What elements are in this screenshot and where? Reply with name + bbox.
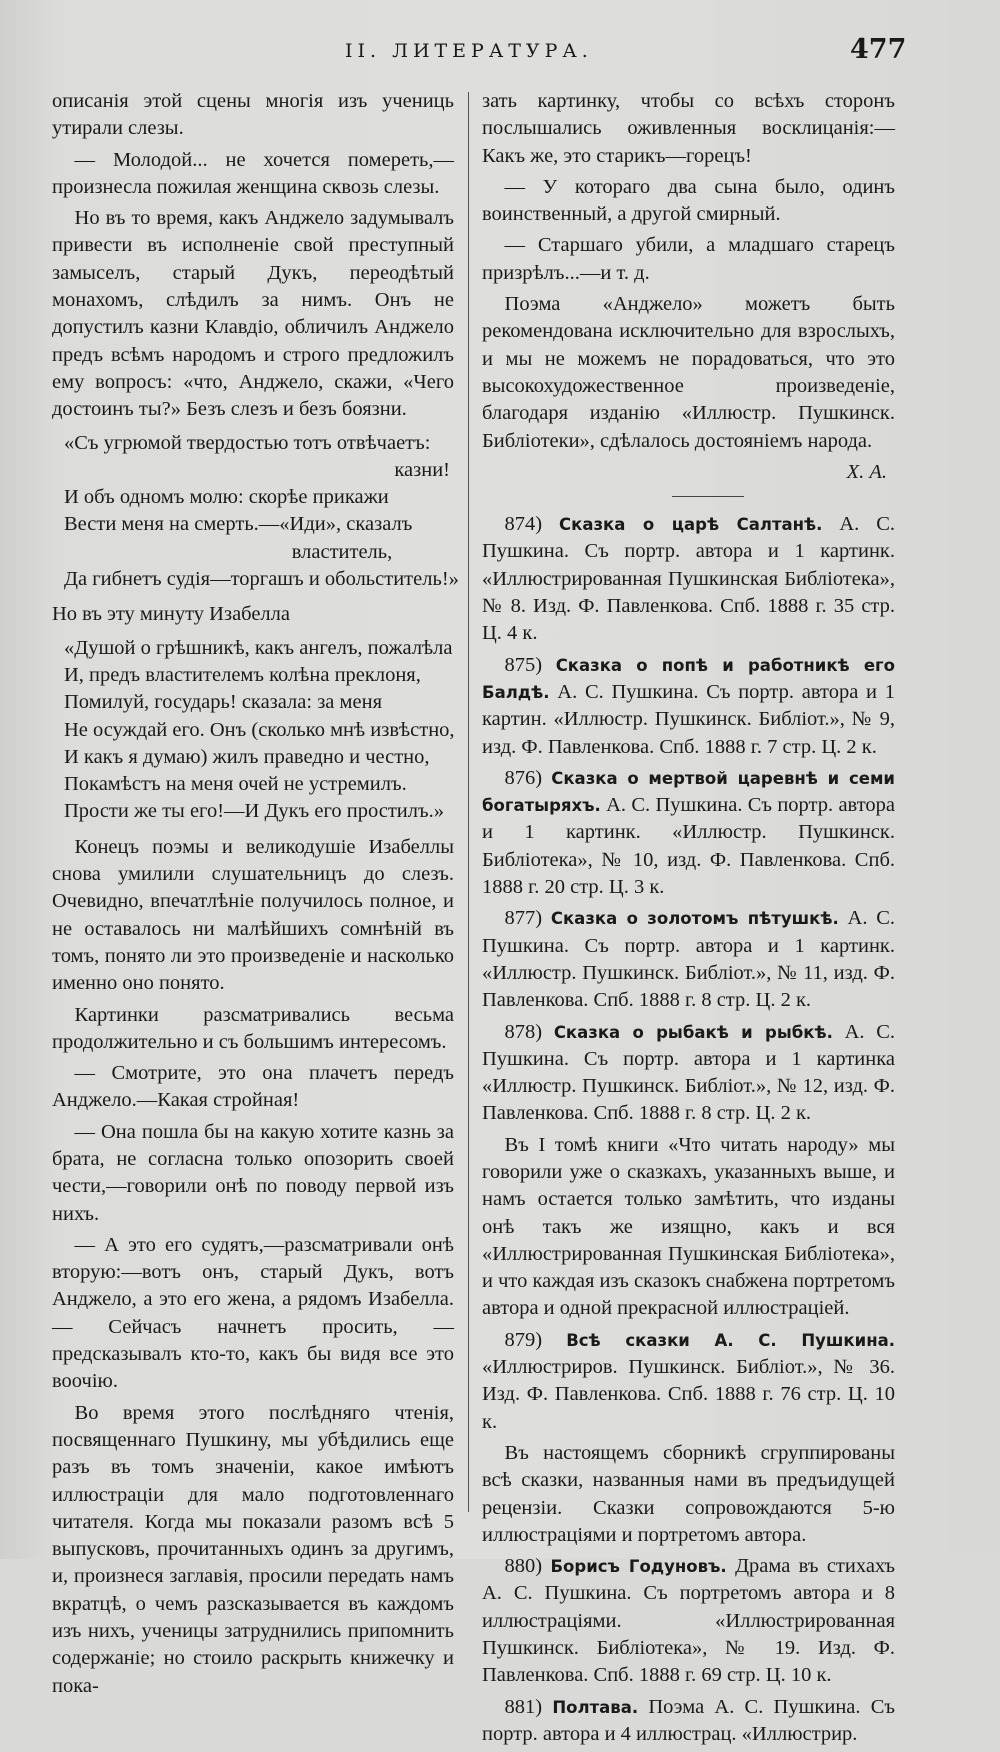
catalog-entry [482,511,895,647]
paragraph: Во время этого послѣдняго чтенія, посвященнаго Пушкину, мы убѣдились еще разъ въ томъ значеніи, какое имѣютъ иллюстраціи для мало подготовленнаго читателя. Когда мы показали разомъ всѣ 5 выпусковъ, прочитанныхъ одинъ за другимъ, и, произнеся заглавія, просили передать намъ вкратцѣ, о чемъ разсказывается въ каждомъ изъ нихъ, ученицы затруднились припомнить содержаніе; но стоило раскрыть книжечку и пока- [52,1401,454,1697]
paragraph: — У котораго два сына было, одинъ воинственный, а другой смирный. [482,175,895,226]
verse-line: Прости же ты его!—И Дукъ его простилъ.» [64,800,444,823]
entry-number: 881) [504,1695,543,1718]
entry-title: Полтава. [552,1697,639,1717]
entry-number: 875) [504,653,543,676]
entry-title: Сказка о царѣ Салтанѣ. [559,515,823,535]
verse-line: Вести меня на смерть.—«Иди», сказалъ [64,513,413,536]
entry-text: А. С. Пушкина. Съ портр. автора и 1 картин. «Иллюстр. Пушкинск. Библіот.», № 9, изд. Ф. Павленкова. Спб. 1888 г. 7 стр. Ц. 2 к. [482,680,895,758]
paragraph: Но въ то время, какъ Анджело задумывалъ привести въ исполненіе свой преступный замыселъ, старый Дукъ, переодѣтый монахомъ, слѣдилъ за нимъ. Онъ не допустилъ казни Клавдіо, обличилъ Анджело предъ всѣмъ народомъ и строго предложилъ ему вопросъ: «что, Анджело, скажи, «Чего достоинъ ты?» Безъ слезъ и безъ боязни. [52,207,454,421]
entry-title: Борисъ Годуновъ. [550,1557,727,1577]
page-number: 477 [850,34,907,65]
verse-quote [64,635,454,826]
paragraph: Но въ эту минуту Изабелла [52,603,290,626]
running-header [0,34,1000,74]
paragraph: — Смотрите, это она плачетъ передъ Анджело.—Какая стройная! [52,1062,454,1112]
verse-line: Не осуждай его. Онъ (сколько мнѣ извѣстно, [64,718,455,741]
entry-text: А. С. Пушкина. Съ портр. автора и 1 картинк. «Иллюстр. Пушкинск. Библіот.», № 11, изд. Ф. Павленкова. Спб. 1888 г. 8 стр. Ц. 2 к. [482,907,895,1012]
entry-text: А. С. Пушкина. Съ портр. автора и 1 картинка «Иллюстр. Пушкинск. Библіот.», № 12, изд. Ф. Павленкова. Спб. 1888 г. 8 стр. Ц. 2 к. [482,1020,895,1125]
review-signature: Х. А. [846,460,887,483]
entry-title: Сказка о рыбакѣ и рыбкѣ. [553,1022,833,1042]
verse-line: И, предъ властителемъ колѣна преклоня, [64,663,421,686]
paragraph: — Она пошла бы на какую хотите казнь за брата, не согласна только опозорить своей чести,—говорили онѣ по поводу первой изъ нихъ. [52,1120,454,1225]
left-column [52,88,459,1704]
verse-line: И какъ я думаю) жилъ праведно и честно, [64,745,430,768]
entry-title: Сказка о мертвой царевнѣ и семи богатыряхъ. [482,768,895,816]
entry-title: Всѣ сказки А. С. Пушкина. [566,1330,895,1350]
column-divider [468,92,469,1512]
catalog-entry [482,1327,895,1436]
verse-line: казни! [394,458,450,481]
entry-number: 874) [504,513,543,536]
paragraph: Конецъ поэмы и великодушіе Изабеллы снова умилили слушательницъ до слезъ. Очевидно, впечатлѣніе получилось полное, и не оставалось ни малѣйшихъ сомнѣній въ томъ, понято ли это произведеніе и насколько именно оно понято. [52,835,454,995]
paragraph: Въ I томѣ книги «Что читать народу» мы говорили уже о сказкахъ, указанныхъ выше, и намъ остается только замѣтить, что изданы онѣ такъ же изящно, какъ и вся «Иллюстрированная Пушкинская Библіотека», и что каждая изъ сказокъ снабжена портретомъ автора и одной прекрасной иллюстраціей. [482,1133,895,1320]
running-title: II. ЛИТЕРАТУРА. [345,40,593,62]
paragraph: — Молодой... не хочется помереть,— произнесла пожилая женщина сквозь слезы. [52,148,454,198]
verse-line: «Душой о грѣшникѣ, какъ ангелъ, пожалѣла [64,636,453,659]
catalog-entry [482,652,895,761]
paragraph: Поэма «Анджело» можетъ быть рекомендована исключительно для взрослыхъ, и мы не можемъ не порадоваться, что это высокохудожественное произведеніе, благодаря изданію «Иллюстр. Пушкинск. Библіотеки», сдѣлалось достояніемъ народа. [482,293,895,452]
paragraph: — Старшаго убили, а младшаго старецъ призрѣлъ...—и т. д. [482,234,895,284]
paragraph: Картинки разсматривались весьма продолжительно и съ большимъ интересомъ. [52,1003,454,1053]
entry-number: 879) [504,1328,543,1351]
entry-number: 878) [504,1020,543,1043]
catalog-entry [482,765,895,901]
catalog-entry [482,1553,895,1689]
entry-text: «Иллюстриров. Пушкинск. Библіот.», № 36. Изд. Ф. Павленкова. Спб. 1888 г. 76 стр. Ц. 10 к. [482,1356,895,1433]
entry-number: 880) [504,1555,543,1578]
entry-number: 877) [504,907,543,930]
paragraph: — А это его судятъ,—разсматривали онѣ вторую:—вотъ онъ, старый Дукъ, вотъ Анджело, а это его жена, а рядомъ Изабелла.— Сейчасъ начнетъ просить, — предсказывалъ кто-то, какъ бы видя все это воочію. [52,1233,454,1393]
verse-line: властитель, [291,540,393,563]
verse-quote [64,430,459,594]
verse-line: Помилуй, государь! сказала: за меня [64,691,383,714]
paragraph: описанія этой сцены многія изъ учениць утирали слезы. [52,90,454,140]
entry-text: Драма въ стихахъ А. С. Пушкина. Съ портретомъ автора и 8 иллюстраціями. «Иллюстрированная Пушкинск. Библіотека», № 19. Изд. Ф. Павленкова. Спб. 1888 г. 69 стр. Ц. 10 к. [482,1555,895,1687]
section-separator [672,496,744,497]
entry-text: А. С. Пушкина. Съ портр. автора и 1 картинк. «Иллюстрированная Пушкинская Библіотека», № 8. Изд. Ф. Павленкова. Спб. 1888 г. 35 стр. Ц. 4 к. [482,513,895,645]
verse-line: И объ одномъ молю: скорѣе прикажи [64,486,389,509]
entry-title: Сказка о золотомъ пѣтушкѣ. [550,909,839,929]
entry-text: Поэма А. С. Пушкина. Съ портр. автора и 4 иллюстрац. «Иллюстрир. [482,1695,896,1745]
entry-title: Сказка о попѣ и работникѣ его Балдѣ. [482,655,896,702]
catalog-entry [482,1019,895,1128]
verse-line: Покамѣстъ на меня очей не устремилъ. [64,773,407,796]
verse-line: «Съ угрюмой твердостью тотъ отвѣчаетъ: [64,431,431,454]
catalog-entry [482,905,895,1014]
entry-number: 876) [504,766,543,789]
catalog-entry [482,1694,895,1749]
paragraph: Въ настоящемъ сборникѣ сгруппированы всѣ сказки, названныя нами въ предъидущей рецензіи. Сказки сопровождаются 5-ю иллюстраціями и портретомъ автора. [482,1441,895,1546]
right-column [482,88,895,1752]
entry-text: А. С. Пушкина. Съ портр. автора и 1 картинк. «Иллюстр. Пушкинск. Библіотека», № 10, изд. Ф. Павленкова. Спб. 1888 г. 20 стр. Ц. 3 к. [482,794,895,899]
verse-line: Да гибнетъ судія—торгашъ и обольститель!» [64,568,459,591]
paragraph: зать картинку, чтобы со всѣхъ сторонъ послышались оживленныя восклицанія:—Какъ же, это старикъ—горецъ! [482,90,895,167]
